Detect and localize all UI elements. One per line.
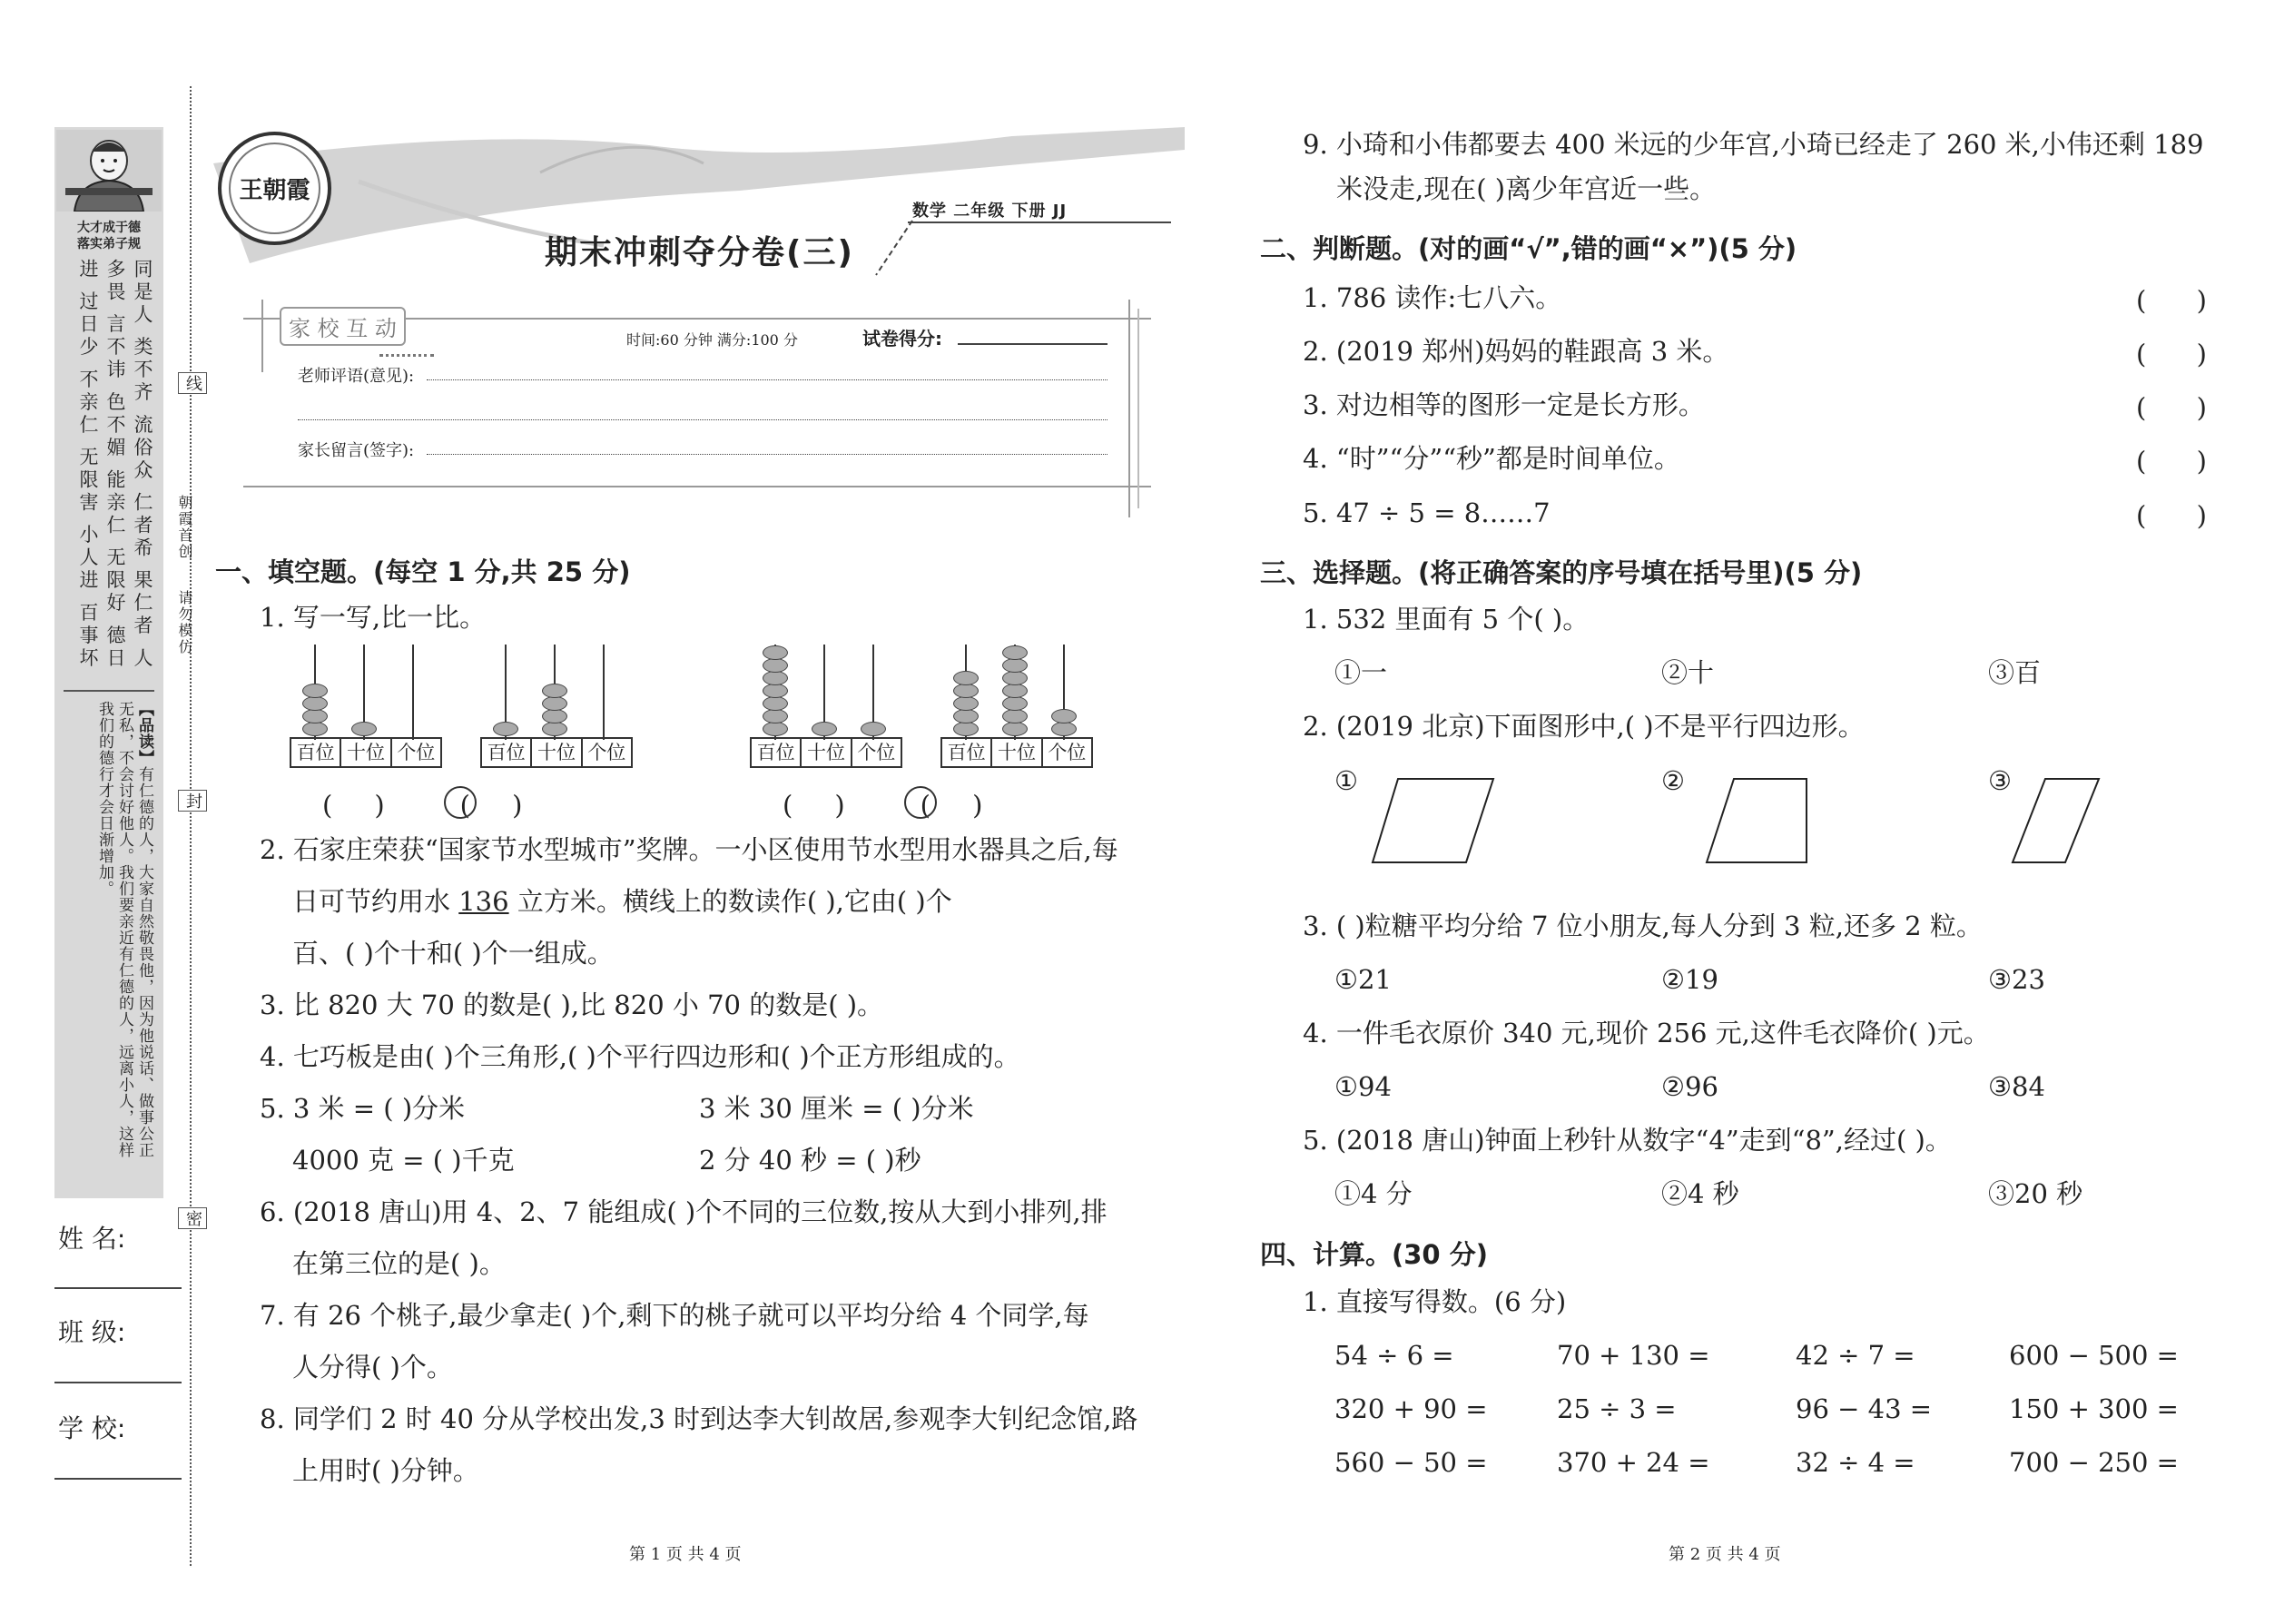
- calc-item[interactable]: 32 ÷ 4 =: [1796, 1447, 1915, 1478]
- cut-mark-2: 封: [178, 790, 207, 812]
- bead: [1002, 684, 1028, 698]
- pv-hundreds: 百位: [291, 739, 341, 766]
- s3-q5-opt-2[interactable]: ②4 秒: [1661, 1178, 1739, 1209]
- bead: [763, 658, 788, 673]
- s1-q4: 4. 七巧板是由( )个三角形,( )个平行四边形和( )个正方形组成的。: [260, 1041, 1020, 1072]
- brand-note-1: 朝霞首创: [176, 495, 193, 560]
- pv-tens: 十位: [992, 739, 1042, 766]
- s3-q3: 3. ( )粒糖平均分给 7 位小朋友,每人分到 3 粒,还多 2 粒。: [1303, 910, 1983, 941]
- s1-q7-line1: 7. 有 26 个桃子,最少拿走( )个,剩下的桃子就可以平均分给 4 个同学,每: [260, 1300, 1089, 1331]
- bead: [542, 722, 567, 736]
- s1-q8-line1: 8. 同学们 2 时 40 分从学校出发,3 时到达李大钊故居,参观李大钊纪念馆,路: [260, 1403, 1138, 1434]
- scholar-cartoon-icon: [56, 130, 162, 212]
- place-value-labels: [940, 737, 1093, 768]
- pv-tens: 十位: [802, 739, 852, 766]
- s2-item-5: 5. 47 ÷ 5 = 8……7: [1303, 497, 1551, 528]
- sidebar-reading-label: 【品读】: [135, 701, 153, 766]
- s1-q8-line2: 上用时( )分钟。: [292, 1455, 479, 1486]
- s1-q2-line3: 百、( )个十和( )个一组成。: [292, 938, 614, 969]
- s2-answer-2[interactable]: ( ): [2136, 339, 2207, 369]
- section1-title: 一、填空题。(每空 1 分,共 25 分): [215, 556, 631, 587]
- calc-item[interactable]: 70 + 130 =: [1557, 1340, 1710, 1371]
- page-number-1: 第 1 页 共 4 页: [629, 1545, 742, 1564]
- bead: [542, 696, 567, 711]
- s3-q5-opt-1[interactable]: ①4 分: [1334, 1178, 1413, 1209]
- calc-item[interactable]: 560 − 50 =: [1334, 1447, 1488, 1478]
- parent-message-label: 家长留言(签字):: [298, 441, 415, 460]
- cut-mark-3: 密: [178, 1207, 207, 1229]
- s1-q2-line2: [292, 886, 952, 917]
- calc-item[interactable]: 320 + 90 =: [1334, 1393, 1488, 1424]
- pv-hundreds: 百位: [942, 739, 992, 766]
- teacher-comment-line-2[interactable]: [298, 419, 1108, 420]
- bead: [302, 684, 328, 698]
- bead: [1002, 645, 1028, 660]
- s1-q6-line1: 6. (2018 唐山)用 4、2、7 能组成( )个不同的三位数,按从大到小排列,排: [260, 1196, 1108, 1227]
- s3-q5-opt-3[interactable]: ③20 秒: [1988, 1178, 2083, 1209]
- bead: [1051, 722, 1077, 736]
- s3-q2-label-1[interactable]: ①: [1334, 765, 1358, 796]
- section3-title: 三、选择题。(将正确答案的序号填在括号里)(5 分): [1260, 557, 1863, 588]
- bead: [1002, 671, 1028, 685]
- trapezoid-shape-2: [1705, 776, 1814, 867]
- bead: [763, 696, 788, 711]
- bead: [1051, 709, 1077, 723]
- bead: [763, 645, 788, 660]
- bead: [953, 671, 979, 685]
- calc-item[interactable]: 150 + 300 =: [2009, 1393, 2179, 1424]
- school-line[interactable]: [54, 1478, 182, 1480]
- s2-answer-3[interactable]: ( ): [2136, 392, 2207, 423]
- bead: [1002, 658, 1028, 673]
- s3-q4-opt-2[interactable]: ②96: [1661, 1071, 1718, 1102]
- bead: [763, 671, 788, 685]
- score-label: 试卷得分:: [862, 328, 942, 349]
- pv-tens: 十位: [532, 739, 582, 766]
- calc-item[interactable]: 700 − 250 =: [2009, 1447, 2179, 1478]
- place-value-labels: [290, 737, 442, 768]
- s3-q1-opt-3[interactable]: ③百: [1988, 657, 2042, 688]
- s1-q2-text-b: 立方米。横线上的数读作( ),它由( )个: [517, 886, 952, 917]
- s3-q5: 5. (2018 唐山)钟面上秒针从数字“4”走到“8”,经过( )。: [1303, 1125, 1952, 1156]
- pv-ones: 个位: [397, 742, 436, 763]
- home-school-title: 家 校 互 动: [280, 307, 406, 346]
- bead: [542, 709, 567, 723]
- pv-hundreds: 百位: [482, 739, 532, 766]
- s3-q4-opt-1[interactable]: ①94: [1334, 1071, 1392, 1102]
- compare-circle-2[interactable]: [904, 786, 937, 819]
- bead: [542, 684, 567, 698]
- s1-q1: 1. 写一写,比一比。: [260, 602, 487, 633]
- score-field[interactable]: [958, 343, 1108, 345]
- pv-hundreds: 百位: [752, 739, 802, 766]
- s2-item-1: 1. 786 读作:七八六。: [1303, 282, 1562, 313]
- bead: [953, 684, 979, 698]
- sidebar-divider: [64, 690, 154, 692]
- s3-q2-label-2[interactable]: ②: [1661, 765, 1685, 796]
- s1-q9-line2: 米没走,现在( )离少年宫近一些。: [1336, 173, 1717, 204]
- s3-q4: 4. 一件毛衣原价 340 元,现价 256 元,这件毛衣降价( )元。: [1303, 1018, 1990, 1048]
- s3-q3-opt-3[interactable]: ③23: [1988, 964, 2045, 995]
- bead: [493, 722, 518, 736]
- name-label: 姓 名:: [58, 1224, 126, 1254]
- s1-q7-line2: 人分得( )个。: [292, 1352, 453, 1383]
- pv-ones: 个位: [1048, 742, 1087, 763]
- cut-mark-1: 线: [178, 372, 207, 394]
- bead: [861, 722, 886, 736]
- bead: [953, 722, 979, 736]
- s2-item-2: 2. (2019 郑州)妈妈的鞋跟高 3 米。: [1303, 336, 1729, 367]
- sidebar-slogan-2: 落实弟子规: [77, 237, 141, 251]
- s2-answer-1[interactable]: ( ): [2136, 285, 2207, 316]
- pv-ones: 个位: [587, 742, 626, 763]
- sidebar-reading: [64, 701, 154, 1173]
- name-line[interactable]: [54, 1287, 182, 1289]
- abacus-blanks-2[interactable]: ( ) ( ): [783, 790, 983, 821]
- s1-q2-line1: 2. 石家庄荣获“国家节水型城市”奖牌。一小区使用节水型用水器具之后,每: [260, 834, 1118, 865]
- bead: [812, 722, 837, 736]
- s1-q2-text-a: 日可节约用水: [292, 886, 451, 917]
- place-value-labels: [750, 737, 902, 768]
- bead: [1002, 722, 1028, 736]
- school-label: 学 校:: [58, 1413, 126, 1443]
- s2-item-4: 4. “时”“分”“秒”都是时间单位。: [1303, 443, 1680, 474]
- calc-item[interactable]: 370 + 24 =: [1557, 1447, 1710, 1478]
- s3-q1: 1. 532 里面有 5 个( )。: [1303, 604, 1590, 635]
- calc-item[interactable]: 600 − 500 =: [2009, 1340, 2179, 1371]
- s3-q3-opt-2[interactable]: ②19: [1661, 964, 1718, 995]
- pv-tens: 十位: [341, 739, 391, 766]
- page-number-2: 第 2 页 共 4 页: [1669, 1545, 1781, 1564]
- s1-q3: 3. 比 820 大 70 的数是( ),比 820 小 70 的数是( )。: [260, 989, 884, 1020]
- brand-logo: [218, 132, 331, 245]
- s1-q5-d: 2 分 40 秒 = ( )秒: [699, 1145, 921, 1176]
- s2-answer-4[interactable]: ( ): [2136, 446, 2207, 477]
- s3-q1-opt-1[interactable]: ①一: [1334, 657, 1388, 688]
- brand-logo-text: 王朝霞: [239, 177, 310, 204]
- bead: [1002, 709, 1028, 723]
- bead: [953, 696, 979, 711]
- bead: [763, 722, 788, 736]
- bead: [763, 709, 788, 723]
- bead: [953, 709, 979, 723]
- place-value-labels: [480, 737, 633, 768]
- s1-q5-c: 4000 克 = ( )千克: [292, 1145, 515, 1176]
- bead: [302, 722, 328, 736]
- cut-line: [190, 86, 192, 1566]
- parallelogram-shape-1: [1371, 776, 1498, 867]
- exam-info: 时间:60 分钟 满分:100 分: [626, 331, 798, 349]
- section4-title: 四、计算。(30 分): [1260, 1239, 1488, 1270]
- parallelogram-shape-3: [2011, 776, 2102, 867]
- pv-ones: 个位: [857, 742, 896, 763]
- brand-note-2: 请勿模仿: [176, 590, 193, 655]
- meta-underline: [908, 221, 1171, 223]
- calc-item[interactable]: 54 ÷ 6 =: [1334, 1340, 1454, 1371]
- title-connector: [871, 216, 917, 280]
- teacher-comment-label: 老师评语(意见):: [298, 367, 415, 386]
- bead: [302, 709, 328, 723]
- s3-q2: 2. (2019 北京)下面图形中,( )不是平行四边形。: [1303, 711, 1865, 742]
- class-line[interactable]: [54, 1382, 182, 1383]
- section2-title: 二、判断题。(对的画“√”,错的画“×”)(5 分): [1260, 233, 1797, 264]
- compare-circle-1[interactable]: [444, 786, 477, 819]
- bead: [302, 696, 328, 711]
- teacher-comment-field[interactable]: [427, 379, 1108, 380]
- bead: [763, 684, 788, 698]
- s3-q3-opt-1[interactable]: ①21: [1334, 964, 1392, 995]
- sidebar-maxim: 同是人 类不齐 流俗众 仁者希 果仁者 人多畏 言不讳 色不媚 能亲仁 无限好 德日进 过日少 不亲仁 无限害 小人进 百事坏: [77, 259, 153, 671]
- calc-item[interactable]: 96 − 43 =: [1796, 1393, 1933, 1424]
- bead: [1002, 696, 1028, 711]
- page-title: 期末冲刺夺分卷(三): [545, 234, 854, 271]
- s4-q1: 1. 直接写得数。(6 分): [1303, 1286, 1567, 1317]
- sidebar-reading-text: 有仁德的人，大家自然敬畏他，因为他说话、做事公正无私，不会讨好他人。我们要亲近有仁德的人，远离小人，这样我们的德行才会日渐增加。: [95, 701, 153, 1158]
- s3-q2-label-3[interactable]: ③: [1988, 765, 2012, 796]
- sidebar-slogan-1: 大才成于德: [77, 221, 141, 235]
- s1-q5-b: 3 米 30 厘米 = ( )分米: [699, 1093, 974, 1124]
- parent-message-field[interactable]: [427, 454, 1108, 455]
- calc-item[interactable]: 25 ÷ 3 =: [1557, 1393, 1677, 1424]
- subject-meta: 数学 二年级 下册 JJ: [912, 202, 1068, 221]
- calc-item[interactable]: 42 ÷ 7 =: [1796, 1340, 1915, 1371]
- s1-q9-line1: 9. 小琦和小伟都要去 400 米远的少年宫,小琦已经走了 260 米,小伟还剩 189: [1303, 129, 2204, 160]
- s1-q5-a: 5. 3 米 = ( )分米: [260, 1093, 466, 1124]
- s1-q2-number: 136: [458, 886, 509, 917]
- s1-q6-line2: 在第三位的是( )。: [292, 1248, 506, 1279]
- s3-q1-opt-2[interactable]: ②十: [1661, 657, 1715, 688]
- abacus-blanks-1[interactable]: ( ) ( ): [322, 790, 523, 821]
- s2-answer-5[interactable]: ( ): [2136, 500, 2207, 531]
- s3-q4-opt-3[interactable]: ③84: [1988, 1071, 2045, 1102]
- class-label: 班 级:: [58, 1317, 126, 1347]
- bead: [351, 722, 377, 736]
- s2-item-3: 3. 对边相等的图形一定是长方形。: [1303, 389, 1705, 420]
